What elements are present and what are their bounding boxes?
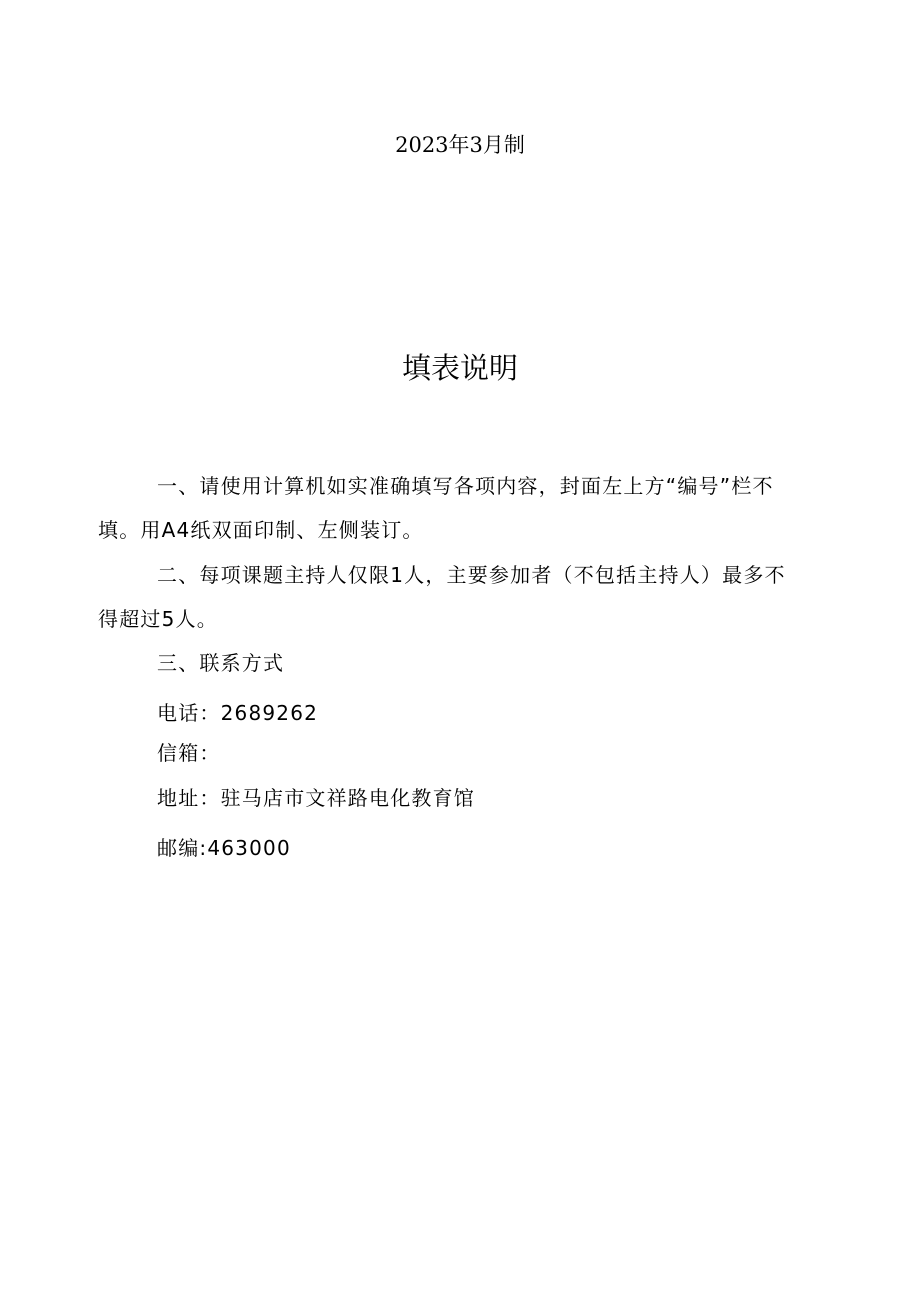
contact-email: 信箱： <box>157 741 221 765</box>
contact-postcode: 邮编:463000 <box>157 836 291 860</box>
page-title: 填表说明 <box>401 351 518 385</box>
instruction-item-2: 二、每项课题主持人仅限1人，主要参加者（不包括主持人）最多不得超过5人。 <box>98 563 786 631</box>
contact-address: 地址：驻马店市文祥路电化教育馆 <box>157 786 475 810</box>
contact-phone: 电话：2689262 <box>157 701 319 725</box>
contact-heading: 三、联系方式 <box>157 651 285 675</box>
document-date: 2023年3月制 <box>395 133 525 157</box>
instruction-item-1: 一、请使用计算机如实准确填写各项内容，封面左上方“编号”栏不填。用A4纸双面印制、左侧装订。 <box>98 474 774 542</box>
